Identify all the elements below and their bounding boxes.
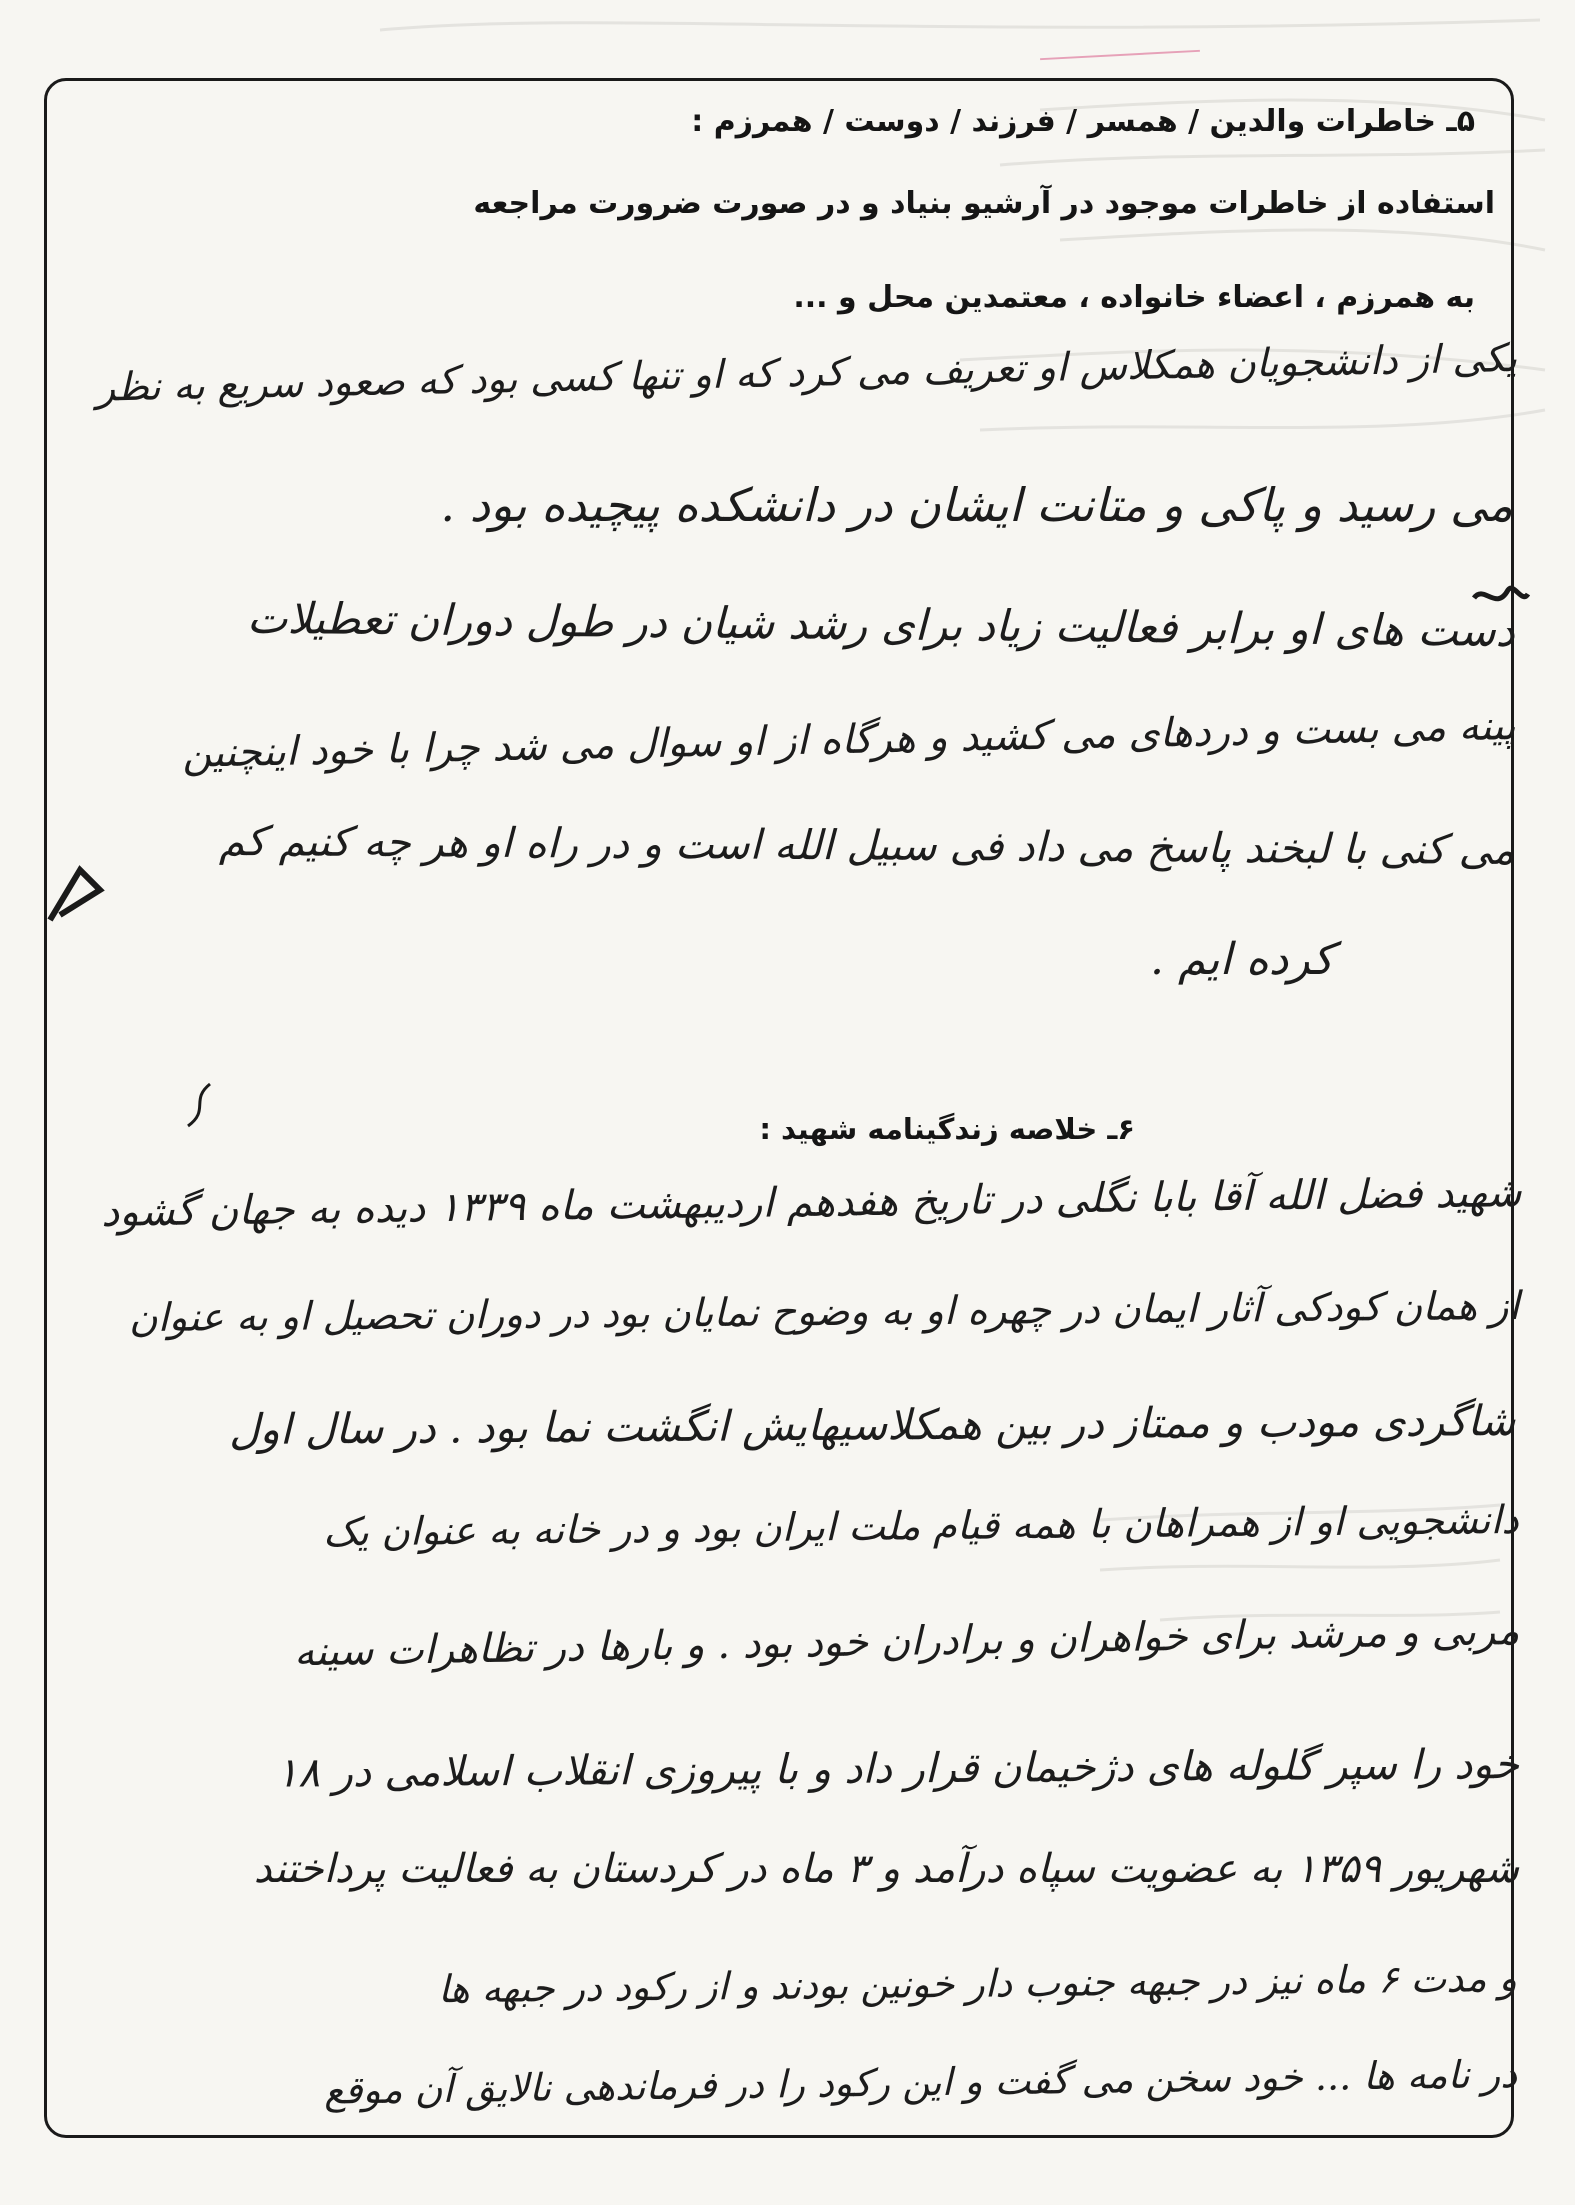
section6-handwritten-line-3: شاگردی مودب و ممتاز در بین همکلاسیهایش انگشت نما بود . در سال اول [228,1396,1516,1454]
scribble-mark [180,1080,220,1130]
section6-handwritten-line-2: از همان کودکی آثار ایمان در چهره او به وضوح نمایان بود در دوران تحصیل او به عنوان [128,1284,1520,1342]
section6-handwritten-line-4: دانشجویی او از همراهان با همه قیام ملت ایران بود و در خانه به عنوان یک [323,1498,1520,1556]
scribble-mark [1470,578,1530,618]
section5-handwritten-line-1: یکی از دانشجویان همکلاس او تعریف می کرد که او تنها کسی بود که صعود سریع به نظر [95,336,1518,411]
section6-handwritten-line-7: شهریور ۱۳۵۹ به عضویت سپاه درآمد و ۳ ماه در کردستان به فعالیت پرداختند [253,1846,1519,1892]
section6-handwritten-line-5: مربی و مرشد برای خواهران و برادران خود بود . و بارها در تظاهرات سینه [293,1608,1520,1676]
section5-instruction-line1: استفاده از خاطرات موجود در آرشیو بنیاد و در صورت ضرورت مراجعه [473,186,1495,221]
section6-handwritten-line-6: خود را سپر گلوله های دژخیمان قرار داد و با پیروزی انقلاب اسلامی در ۱۸ [275,1740,1520,1797]
section5-handwritten-line-2: می رسید و پاکی و متانت ایشان در دانشکده پیچیده بود . [440,478,1513,532]
pink-ink-mark [1040,50,1200,60]
section5-handwritten-line-3: دست های او برابر فعالیت زیاد برای رشد شیان در طول دوران تعطیلات [246,593,1516,657]
section6-handwritten-line-9: در نامه ها ... خود سخن می گفت و این رکود را در فرماندهی نالایق آن موقع [323,2052,1518,2113]
section5-handwritten-line-5: می کنی با لبخند پاسخ می داد فی سبیل الله است و در راه او هر چه کنیم کم [219,816,1516,874]
section5-handwritten-line-4: پینه می بست و دردهای می کشید و هرگاه از او سوال می شد چرا با خود اینچنین [181,703,1516,777]
section5-instruction-line2: به همرزم ، اعضاء خانواده ، معتمدین محل و ... [793,280,1475,315]
section6-handwritten-line-1: شهید فضل الله آقا بابا نگلی در تاریخ هفدهم اردیبهشت ماه ۱۳۳۹ دیده به جهان گشود [100,1168,1522,1236]
scribble-mark [40,860,110,930]
section6-handwritten-line-8: و مدت ۶ ماه نیز در جبهه جنوب دار خونین بودند و از رکود در جبهه ها [437,1956,1518,2012]
section5-handwritten-line-6: کرده ایم . [1150,934,1334,985]
section5-heading: ۵ـ خاطرات والدین / همسر / فرزند / دوست / همرزم : [691,104,1475,139]
section6-heading: ۶ـ خلاصه زندگینامه شهید : [759,1112,1135,1146]
